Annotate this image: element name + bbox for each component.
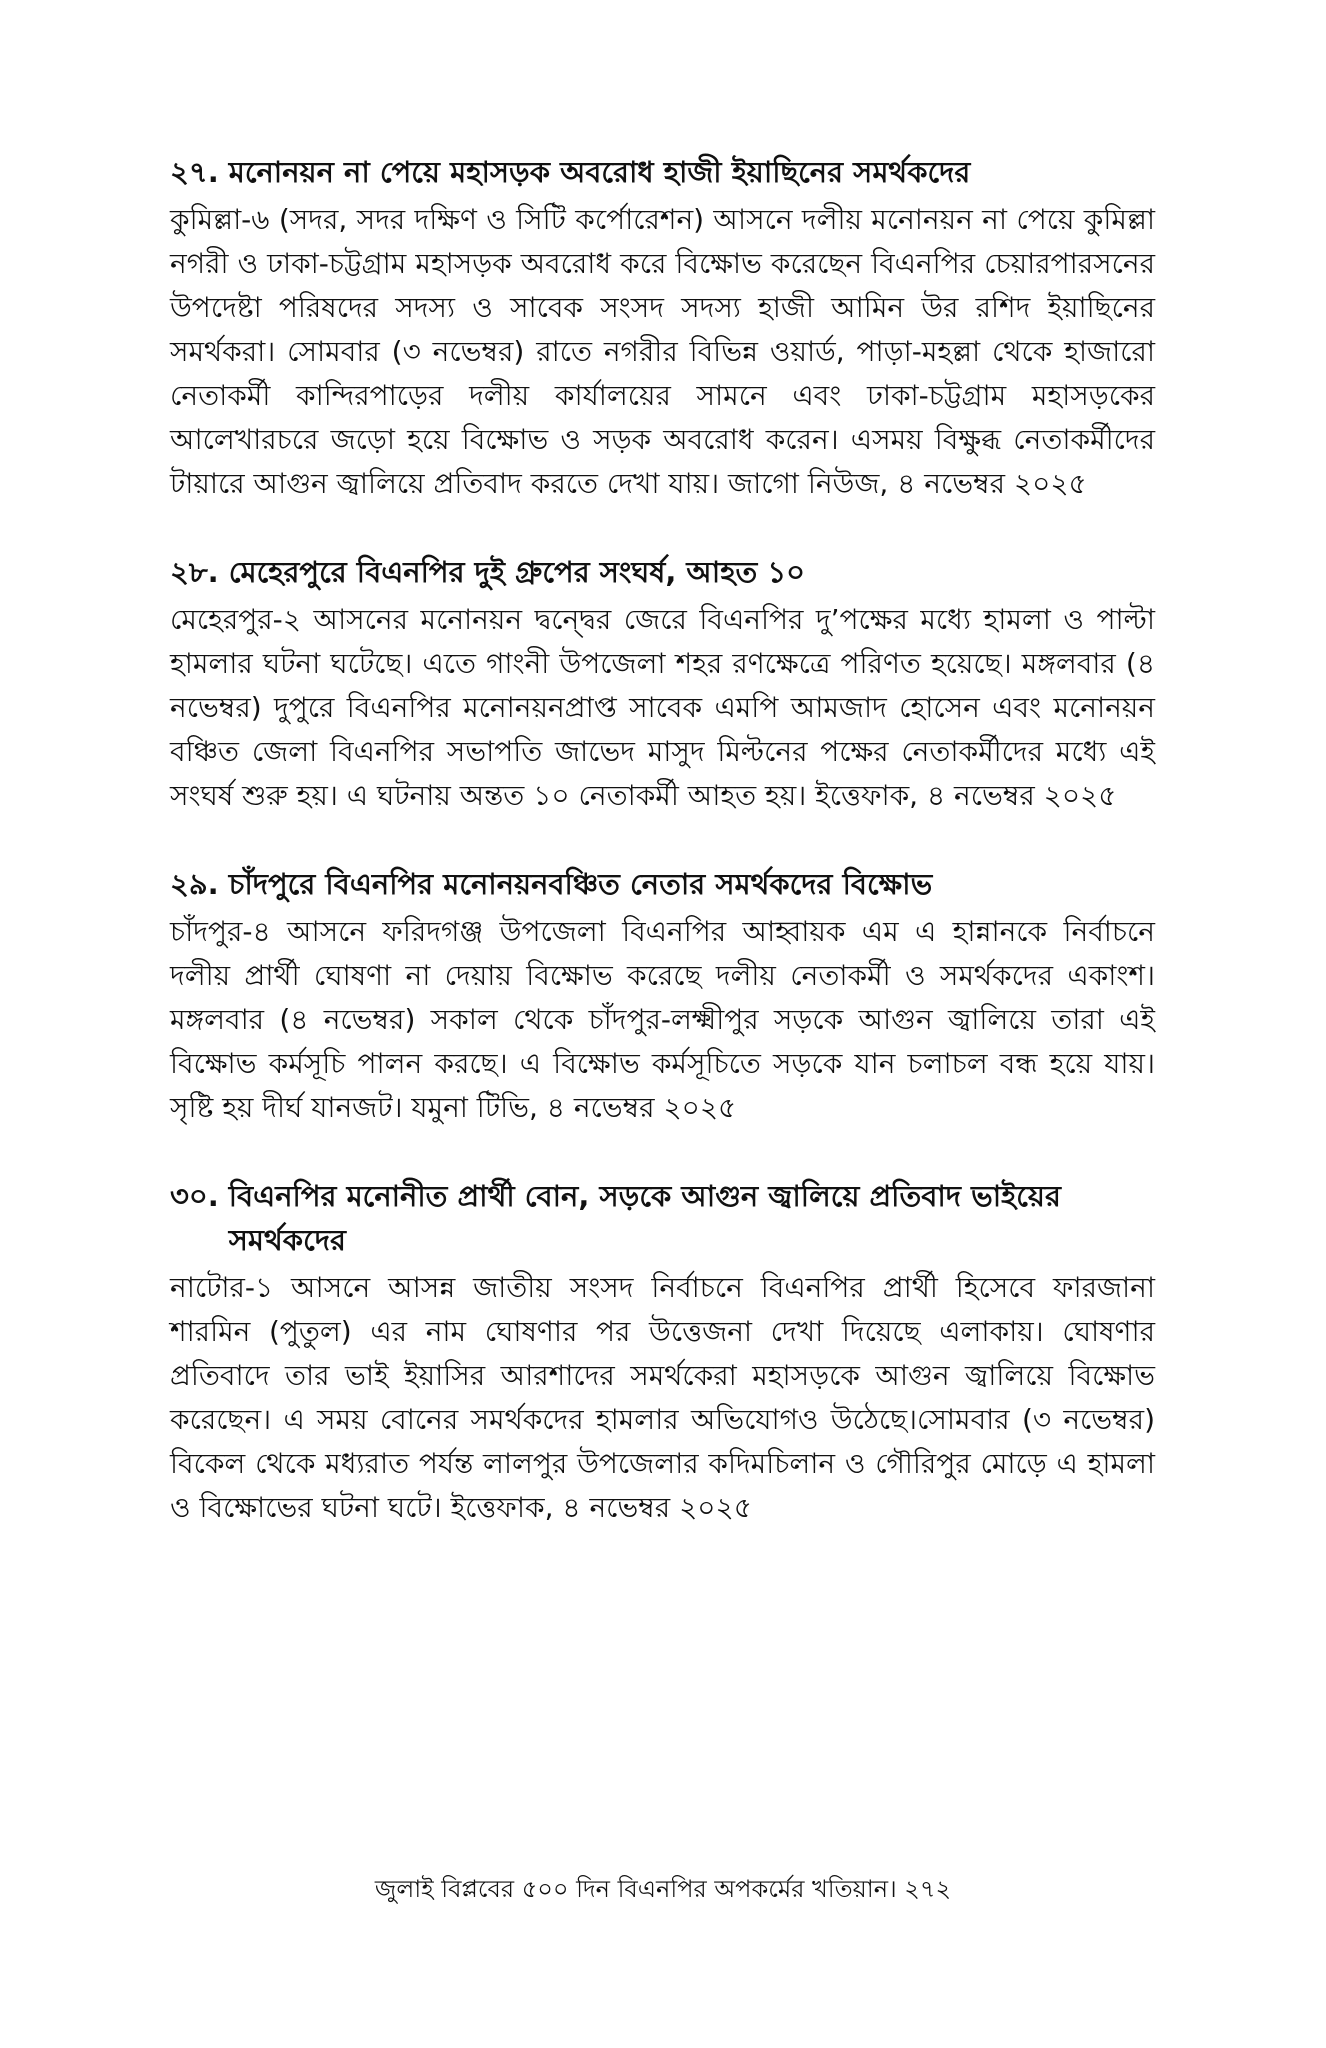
article-number: ২৮. (170, 555, 219, 589)
article-body: কুমিল্লা-৬ (সদর, সদর দক্ষিণ ও সিটি কর্পোরেশন) আসনে দলীয় মনোনয়ন না পেয়ে কুমিল্লা নগরী ও ঢাকা-চট্টগ্রাম মহাসড়ক অবরোধ করে বিক্ষোভ করেছেন বিএনপির চেয়ারপারসনের উপদেষ্টা পরিষদের সদস্য ও সাবেক সংসদ সদস্য হাজী আমিন উর রশিদ ইয়াছিনের সমর্থকরা। সোমবার (৩ নভেম্বর) রাতে নগরীর বিভিন্ন ওয়ার্ড, পাড়া-মহল্লা থেকে হাজারো নেতাকর্মী কান্দিরপাড়ের দলীয় কার্যালয়ের সামনে এবং ঢাকা-চট্টগ্রাম মহাসড়কের আলেখারচরে জড়ো হয়ে বিক্ষোভ ও সড়ক অবরোধ করেন। এসময় বিক্ষুব্ধ নেতাকর্মীদের টায়ারে আগুন জ্বালিয়ে প্রতিবাদ করতে দেখা যায়। জাগো নিউজ, ৪ নভেম্বর ২০২৫ (170, 203, 1155, 500)
article-number: ৩০. (170, 1179, 219, 1213)
article-body: মেহেরপুর-২ আসনের মনোনয়ন দ্বন্দ্বের জেরে বিএনপির দু’পক্ষের মধ্যে হামলা ও পাল্টা হামলার ঘটনা ঘটেছে। এতে গাংনী উপজেলা শহর রণক্ষেত্রে পরিণত হয়েছে। মঙ্গলবার (৪ নভেম্বর) দুপুরে বিএনপির মনোনয়নপ্রাপ্ত সাবেক এমপি আমজাদ হোসেন এবং মনোনয়ন বঞ্চিত জেলা বিএনপির সভাপতি জাভেদ মাসুদ মিল্টনের পক্ষের নেতাকর্মীদের মধ্যে এই সংঘর্ষ শুরু হয়। এ ঘটনায় অন্তত ১০ নেতাকর্মী আহত হয়। ইত্তেফাক, ৪ নভেম্বর ২০২৫ (170, 603, 1155, 812)
article-body: নাটোর-১ আসনে আসন্ন জাতীয় সংসদ নির্বাচনে বিএনপির প্রার্থী হিসেবে ফারজানা শারমিন (পুতুল) এর নাম ঘোষণার পর উত্তেজনা দেখা দিয়েছে এলাকায়। ঘোষণার প্রতিবাদে তার ভাই ইয়াসির আরশাদের সমর্থকেরা মহাসড়কে আগুন জ্বালিয়ে বিক্ষোভ করেছেন। এ সময় বোনের সমর্থকদের হামলার অভিযোগও উঠেছে।সোমবার (৩ নভেম্বর) বিকেল থেকে মধ্যরাত পর্যন্ত লালপুর উপজেলার কদিমচিলান ও গৌরিপুর মোড়ে এ হামলা ও বিক্ষোভের ঘটনা ঘটে। ইত্তেফাক, ৪ নভেম্বর ২০২৫ (170, 1271, 1155, 1524)
article-number: ২৯. (170, 867, 219, 901)
article-title: মেহেরপুরে বিএনপির দুই গ্রুপের সংঘর্ষ, আহত ১০ (228, 555, 806, 589)
page-footer: জুলাই বিপ্লবের ৫০০ দিন বিএনপির অপকর্মের খতিয়ান। ২৭২ (374, 1875, 952, 1903)
article-title: চাঁদপুরে বিএনপির মনোনয়নবঞ্চিত নেতার সমর্থকদের বিক্ষোভ (228, 867, 933, 901)
article-29 (170, 862, 1155, 1130)
article-headline (170, 862, 1155, 906)
article-headline (170, 550, 1155, 594)
article-28 (170, 550, 1155, 818)
article-title: মনোনয়ন না পেয়ে মহাসড়ক অবরোধ হাজী ইয়াছিনের সমর্থকদের (228, 155, 971, 189)
article-body: চাঁদপুর-৪ আসনে ফরিদগঞ্জ উপজেলা বিএনপির আহ্বায়ক এম এ হান্নানকে নির্বাচনে দলীয় প্রার্থী ঘোষণা না দেয়ায় বিক্ষোভ করেছে দলীয় নেতাকর্মী ও সমর্থকদের একাংশ। মঙ্গলবার (৪ নভেম্বর) সকাল থেকে চাঁদপুর-লক্ষ্মীপুর সড়কে আগুন জ্বালিয়ে তারা এই বিক্ষোভ কর্মসূচি পালন করছে। এ বিক্ষোভ কর্মসূচিতে সড়কে যান চলাচল বন্ধ হয়ে যায়। সৃষ্টি হয় দীর্ঘ যানজট। যমুনা টিভি, ৪ নভেম্বর ২০২৫ (170, 915, 1155, 1124)
page-content (170, 150, 1155, 1574)
article-headline (170, 150, 1155, 194)
article-30 (170, 1174, 1155, 1530)
article-headline (170, 1174, 1155, 1262)
article-title: বিএনপির মনোনীত প্রার্থী বোন, সড়কে আগুন জ্বালিয়ে প্রতিবাদ ভাইয়ের সমর্থকদের (228, 1179, 1061, 1257)
article-27 (170, 150, 1155, 506)
article-number: ২৭. (170, 155, 219, 189)
